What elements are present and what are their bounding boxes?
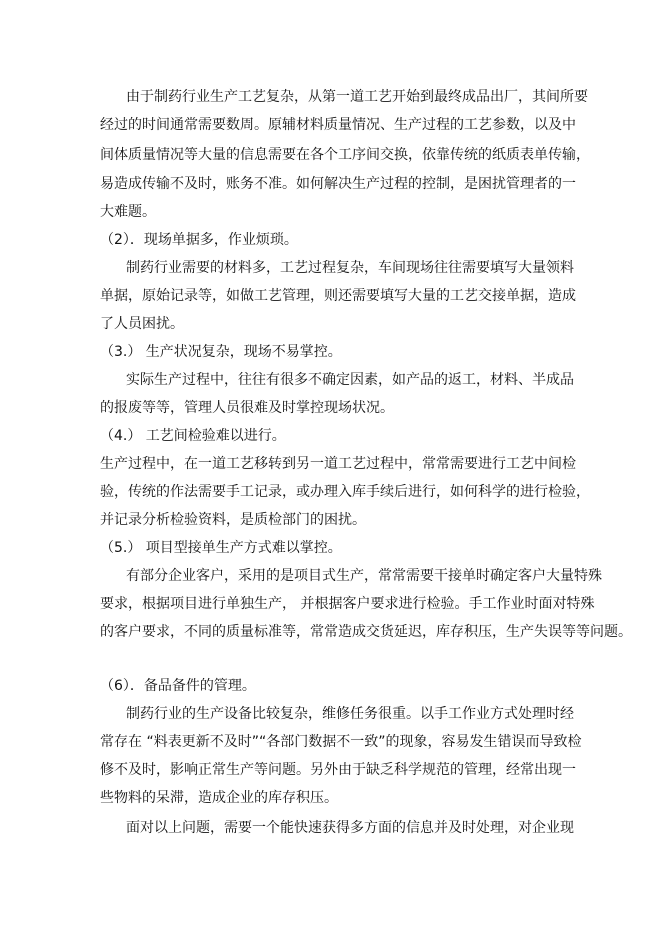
- section-heading: （6）．备品备件的管理。: [100, 678, 256, 694]
- paragraph-line: 并记录分析检验资料，是质检部门的困扰。: [100, 512, 366, 528]
- paragraph-line: 了人员困扰。: [100, 316, 184, 332]
- paragraph-line: 由于制药行业生产工艺复杂，从第一道工艺开始到最终成品出厂，其间所要: [126, 89, 588, 105]
- paragraph-line: 有部分企业客户，采用的是项目式生产，常常需要干接单时确定客户大量特殊: [126, 568, 602, 584]
- paragraph-line: 单据，原始记录等，如做工艺管理，则还需要填写大量的工艺交接单据，造成: [100, 288, 576, 304]
- paragraph-line: 修不及时，影响正常生产等问题。另外由于缺乏科学规范的管理，经常出现一: [100, 762, 576, 778]
- paragraph-line: 实际生产过程中，往往有很多不确定因素，如产品的返工，材料、半成品: [126, 372, 574, 388]
- section-heading: （2）．现场单据多，作业烦琐。: [100, 232, 298, 248]
- paragraph-line: 制药行业的生产设备比较复杂，维修任务很重。以手工作业方式处理时经: [126, 706, 574, 722]
- paragraph-line: 些物料的呆滞，造成企业的库存积压。: [100, 790, 338, 806]
- paragraph-line: 验，传统的作法需要手工记录，或办理入库手续后进行，如何科学的进行检验，: [100, 484, 590, 500]
- paragraph-line: 的报废等等，管理人员很难及时掌控现场状况。: [100, 400, 394, 416]
- paragraph-line: 大难题。: [100, 204, 156, 220]
- paragraph-line: 生产过程中，在一道工艺移转到另一道工艺过程中，常常需要进行工艺中间检: [100, 456, 576, 472]
- paragraph-line: 易造成传输不及时，账务不准。如何解决生产过程的控制，是困扰管理者的一: [100, 176, 576, 192]
- paragraph-line: 常存在 “料表更新不及时”“各部门数据不一致”的现象，容易发生错误而导致检: [100, 734, 582, 750]
- paragraph-line: 的客户要求，不同的质量标准等，常常造成交货延迟，库存积压，生产失误等等问题。: [100, 624, 632, 640]
- section-heading: （5.） 项目型接单生产方式难以掌控。: [100, 540, 342, 556]
- paragraph-line: 要求，根据项目进行单独生产， 并根据客户要求进行检验。手工作业时面对特殊: [100, 596, 595, 612]
- paragraph-line: 经过的时间通常需要数周。原辅材料质量情况、生产过程的工艺参数，以及中: [100, 117, 576, 133]
- section-heading: （4.） 工艺间检验难以进行。: [100, 428, 286, 444]
- paragraph-line: 制药行业需要的材料多，工艺过程复杂，车间现场往往需要填写大量领料: [126, 260, 574, 276]
- paragraph-line: 间体质量情况等大量的信息需要在各个工序间交换，依靠传统的纸质表单传输，: [100, 147, 590, 163]
- section-heading: （3.） 生产状况复杂，现场不易掌控。: [100, 344, 342, 360]
- paragraph-line: 面对以上问题，需要一个能快速获得多方面的信息并及时处理，对企业现: [126, 820, 574, 836]
